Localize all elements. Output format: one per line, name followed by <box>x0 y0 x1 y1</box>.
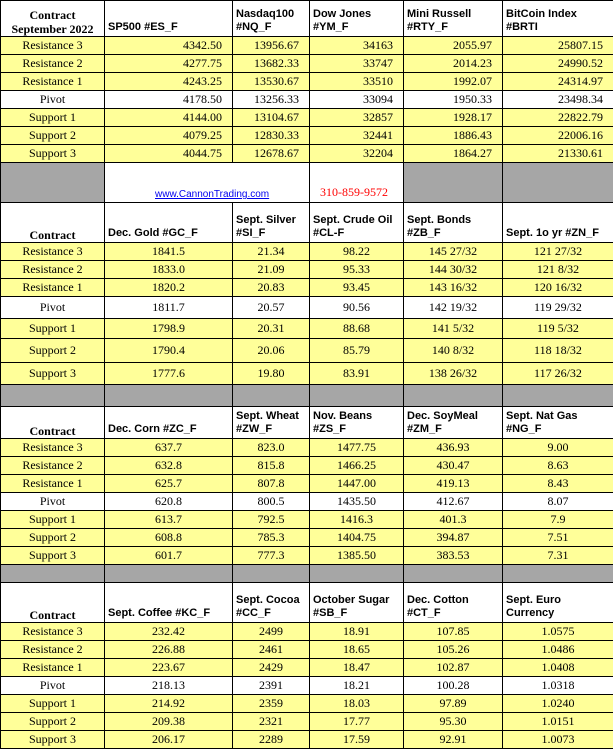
section-separator <box>1 163 613 203</box>
contract-label: Contract <box>29 8 76 22</box>
level-value: 83.91 <box>310 363 404 385</box>
level-value: 18.47 <box>310 659 404 677</box>
column-header <box>105 407 233 439</box>
contract-header-cell <box>1 203 105 243</box>
level-value: 1992.07 <box>404 73 503 91</box>
level-value: 1798.9 <box>105 319 233 339</box>
column-header <box>404 203 503 243</box>
separator-cell <box>503 565 613 583</box>
level-value: 20.57 <box>233 297 310 319</box>
separator-cell <box>404 163 503 203</box>
level-value: 2014.23 <box>404 55 503 73</box>
level-value: 34163 <box>310 37 404 55</box>
column-header-label: Dec. SoyMeal #ZM_F <box>407 410 478 435</box>
level-label: Support 3 <box>1 363 105 385</box>
level-value: 12678.67 <box>233 145 310 163</box>
column-header-label: Sept. Euro Currency <box>506 594 562 619</box>
column-header-label: October Sugar #SB_F <box>313 594 390 619</box>
level-label: Support 2 <box>1 713 105 731</box>
level-value: 95.33 <box>310 261 404 279</box>
level-value: 613.7 <box>105 511 233 529</box>
level-value: 1950.33 <box>404 91 503 109</box>
level-value: 1477.75 <box>310 439 404 457</box>
level-label: Pivot <box>1 677 105 695</box>
column-header <box>310 407 404 439</box>
level-row <box>1 91 613 109</box>
level-value: 12830.33 <box>233 127 310 145</box>
section-header-row <box>1 1 613 37</box>
level-value: 419.13 <box>404 475 503 493</box>
level-row <box>1 55 613 73</box>
level-value: 9.00 <box>503 439 613 457</box>
level-value: 4243.25 <box>105 73 233 91</box>
level-value: 107.85 <box>404 623 503 641</box>
level-label: Pivot <box>1 91 105 109</box>
phone-number: 310-859-9572 <box>310 163 404 203</box>
column-header <box>233 407 310 439</box>
level-value: 117 26/32 <box>503 363 613 385</box>
level-label: Resistance 1 <box>1 73 105 91</box>
level-label: Resistance 2 <box>1 261 105 279</box>
level-value: 1820.2 <box>105 279 233 297</box>
section-separator <box>1 565 613 583</box>
level-label: Resistance 3 <box>1 439 105 457</box>
column-header <box>503 203 613 243</box>
level-value: 119 5/32 <box>503 319 613 339</box>
level-row <box>1 319 613 339</box>
contract-label: Contract <box>29 424 76 438</box>
level-value: 32204 <box>310 145 404 163</box>
level-value: 2289 <box>233 731 310 749</box>
level-value: 119 29/32 <box>503 297 613 319</box>
level-label: Resistance 3 <box>1 243 105 261</box>
level-value: 1833.0 <box>105 261 233 279</box>
level-value: 141 5/32 <box>404 319 503 339</box>
separator-cell <box>233 385 310 407</box>
level-value: 1864.27 <box>404 145 503 163</box>
level-value: 18.91 <box>310 623 404 641</box>
level-value: 1841.5 <box>105 243 233 261</box>
level-label: Support 3 <box>1 731 105 749</box>
level-value: 19.80 <box>233 363 310 385</box>
level-value: 2461 <box>233 641 310 659</box>
level-value: 8.07 <box>503 493 613 511</box>
level-row <box>1 37 613 55</box>
level-row <box>1 641 613 659</box>
level-value: 90.56 <box>310 297 404 319</box>
column-header <box>105 203 233 243</box>
separator-cell <box>310 385 404 407</box>
column-header-label: Sept. Silver #SI_F <box>236 214 296 239</box>
level-value: 144 30/32 <box>404 261 503 279</box>
level-value: 785.3 <box>233 529 310 547</box>
column-header <box>503 583 613 623</box>
level-label: Resistance 2 <box>1 55 105 73</box>
level-value: 33094 <box>310 91 404 109</box>
level-value: 138 26/32 <box>404 363 503 385</box>
section-header-row <box>1 583 613 623</box>
level-label: Resistance 3 <box>1 623 105 641</box>
level-row <box>1 731 613 749</box>
level-value: 1.0486 <box>503 641 613 659</box>
level-row <box>1 127 613 145</box>
separator-cell <box>1 565 105 583</box>
level-value: 383.53 <box>404 547 503 565</box>
level-value: 412.67 <box>404 493 503 511</box>
level-value: 2391 <box>233 677 310 695</box>
column-header-label: Dec. Cotton #CT_F <box>407 594 469 619</box>
column-header-label: Dec. Gold #GC_F <box>108 227 198 239</box>
level-value: 85.79 <box>310 339 404 363</box>
level-row <box>1 439 613 457</box>
column-header <box>503 407 613 439</box>
level-value: 625.7 <box>105 475 233 493</box>
level-value: 121 8/32 <box>503 261 613 279</box>
column-header <box>310 203 404 243</box>
level-value: 22822.79 <box>503 109 613 127</box>
level-value: 20.06 <box>233 339 310 363</box>
level-row <box>1 261 613 279</box>
level-row <box>1 457 613 475</box>
separator-cell <box>503 163 613 203</box>
level-value: 1447.00 <box>310 475 404 493</box>
level-row <box>1 145 613 163</box>
column-header <box>404 1 503 37</box>
column-header-label: BitCoin Index #BRTI <box>506 8 577 33</box>
level-value: 1404.75 <box>310 529 404 547</box>
level-value: 22006.16 <box>503 127 613 145</box>
level-value: 209.38 <box>105 713 233 731</box>
level-label: Resistance 1 <box>1 475 105 493</box>
level-value: 1435.50 <box>310 493 404 511</box>
column-header-label: Sept. 1o yr #ZN_F <box>506 227 599 239</box>
level-value: 142 19/32 <box>404 297 503 319</box>
level-value: 20.31 <box>233 319 310 339</box>
level-value: 2055.97 <box>404 37 503 55</box>
level-label: Support 2 <box>1 339 105 363</box>
separator-cell <box>404 565 503 583</box>
level-value: 25807.15 <box>503 37 613 55</box>
level-row <box>1 547 613 565</box>
level-label: Resistance 1 <box>1 659 105 677</box>
level-value: 18.65 <box>310 641 404 659</box>
level-row <box>1 659 613 677</box>
level-value: 206.17 <box>105 731 233 749</box>
level-value: 93.45 <box>310 279 404 297</box>
level-value: 2359 <box>233 695 310 713</box>
level-value: 88.68 <box>310 319 404 339</box>
level-value: 232.42 <box>105 623 233 641</box>
level-row <box>1 493 613 511</box>
column-header-label: Mini Russell #RTY_F <box>407 8 472 33</box>
column-header-label: Sept. Cocoa #CC_F <box>236 594 300 619</box>
level-value: 401.3 <box>404 511 503 529</box>
contract-label: Contract <box>29 228 76 242</box>
column-header <box>105 583 233 623</box>
separator-cell <box>1 163 105 203</box>
level-value: 218.13 <box>105 677 233 695</box>
separator-cell <box>1 385 105 407</box>
separator-cell <box>503 385 613 407</box>
level-value: 792.5 <box>233 511 310 529</box>
level-label: Support 3 <box>1 547 105 565</box>
level-value: 601.7 <box>105 547 233 565</box>
level-value: 430.47 <box>404 457 503 475</box>
column-header-label: Sept. Wheat #ZW_F <box>236 410 299 435</box>
level-row <box>1 713 613 731</box>
separator-cell <box>105 385 233 407</box>
level-value: 4342.50 <box>105 37 233 55</box>
level-value: 18.21 <box>310 677 404 695</box>
level-value: 823.0 <box>233 439 310 457</box>
level-value: 143 16/32 <box>404 279 503 297</box>
column-header <box>503 1 613 37</box>
level-value: 1.0575 <box>503 623 613 641</box>
level-value: 632.8 <box>105 457 233 475</box>
level-value: 24990.52 <box>503 55 613 73</box>
level-value: 2429 <box>233 659 310 677</box>
level-value: 1385.50 <box>310 547 404 565</box>
level-value: 120 16/32 <box>503 279 613 297</box>
level-value: 807.8 <box>233 475 310 493</box>
level-value: 102.87 <box>404 659 503 677</box>
column-header <box>233 583 310 623</box>
level-value: 214.92 <box>105 695 233 713</box>
level-value: 637.7 <box>105 439 233 457</box>
column-header-label: Nov. Beans #ZS_F <box>313 410 373 435</box>
level-value: 2499 <box>233 623 310 641</box>
level-value: 226.88 <box>105 641 233 659</box>
level-value: 23498.34 <box>503 91 613 109</box>
level-row <box>1 339 613 363</box>
level-value: 800.5 <box>233 493 310 511</box>
level-row <box>1 279 613 297</box>
level-value: 13256.33 <box>233 91 310 109</box>
level-value: 118 18/32 <box>503 339 613 363</box>
section-header-row <box>1 203 613 243</box>
level-label: Support 2 <box>1 127 105 145</box>
column-header-label: Nasdaq100 #NQ_F <box>236 8 295 33</box>
contract-header-cell <box>1 1 105 37</box>
level-row <box>1 529 613 547</box>
level-row <box>1 109 613 127</box>
contract-header-cell <box>1 583 105 623</box>
level-value: 2321 <box>233 713 310 731</box>
level-value: 13104.67 <box>233 109 310 127</box>
level-value: 145 27/32 <box>404 243 503 261</box>
level-value: 1928.17 <box>404 109 503 127</box>
level-value: 21.09 <box>233 261 310 279</box>
column-header <box>404 583 503 623</box>
level-value: 1.0073 <box>503 731 613 749</box>
level-value: 95.30 <box>404 713 503 731</box>
level-label: Resistance 2 <box>1 641 105 659</box>
level-row <box>1 297 613 319</box>
level-value: 1.0318 <box>503 677 613 695</box>
level-row <box>1 511 613 529</box>
level-value: 8.43 <box>503 475 613 493</box>
level-value: 100.28 <box>404 677 503 695</box>
level-value: 20.83 <box>233 279 310 297</box>
level-value: 7.31 <box>503 547 613 565</box>
level-value: 1811.7 <box>105 297 233 319</box>
level-label: Pivot <box>1 297 105 319</box>
level-value: 815.8 <box>233 457 310 475</box>
column-header-label: Dec. Corn #ZC_F <box>108 423 197 435</box>
level-value: 13956.67 <box>233 37 310 55</box>
level-value: 140 8/32 <box>404 339 503 363</box>
level-label: Support 1 <box>1 695 105 713</box>
contract-label: Contract <box>29 608 76 622</box>
level-value: 4044.75 <box>105 145 233 163</box>
level-value: 1416.3 <box>310 511 404 529</box>
level-row <box>1 677 613 695</box>
level-label: Resistance 2 <box>1 457 105 475</box>
level-value: 620.8 <box>105 493 233 511</box>
column-header-label: Sept. Crude Oil #CL-F <box>313 214 393 239</box>
level-value: 92.91 <box>404 731 503 749</box>
level-label: Support 1 <box>1 109 105 127</box>
column-header <box>310 583 404 623</box>
column-header-label: Sept. Coffee #KC_F <box>108 607 211 619</box>
level-row <box>1 695 613 713</box>
level-label: Pivot <box>1 493 105 511</box>
level-row <box>1 623 613 641</box>
level-value: 121 27/32 <box>503 243 613 261</box>
level-value: 1.0240 <box>503 695 613 713</box>
contract-month-label: September 2022 <box>11 22 94 36</box>
level-label: Support 1 <box>1 511 105 529</box>
level-label: Support 3 <box>1 145 105 163</box>
column-header-label: SP500 #ES_F <box>108 21 178 33</box>
level-value: 223.67 <box>105 659 233 677</box>
level-value: 21330.61 <box>503 145 613 163</box>
level-value: 7.51 <box>503 529 613 547</box>
column-header-label: Sept. Bonds #ZB_F <box>407 214 472 239</box>
level-label: Support 1 <box>1 319 105 339</box>
level-row <box>1 475 613 493</box>
level-value: 32441 <box>310 127 404 145</box>
level-value: 4144.00 <box>105 109 233 127</box>
level-value: 1790.4 <box>105 339 233 363</box>
separator-cell <box>105 565 233 583</box>
level-value: 394.87 <box>404 529 503 547</box>
level-value: 13530.67 <box>233 73 310 91</box>
column-header-label: Dow Jones #YM_F <box>313 8 372 33</box>
separator-cell <box>310 565 404 583</box>
column-header-label: Sept. Nat Gas #NG_F <box>506 410 578 435</box>
column-header <box>105 1 233 37</box>
level-value: 4277.75 <box>105 55 233 73</box>
separator-cell <box>404 385 503 407</box>
level-value: 777.3 <box>233 547 310 565</box>
level-label: Support 2 <box>1 529 105 547</box>
section-header-row <box>1 407 613 439</box>
level-label: Resistance 1 <box>1 279 105 297</box>
level-label: Resistance 3 <box>1 37 105 55</box>
level-value: 18.03 <box>310 695 404 713</box>
website-link[interactable]: www.CannonTrading.com <box>105 163 310 203</box>
level-value: 4178.50 <box>105 91 233 109</box>
level-value: 17.59 <box>310 731 404 749</box>
level-value: 7.9 <box>503 511 613 529</box>
level-value: 608.8 <box>105 529 233 547</box>
level-value: 1.0408 <box>503 659 613 677</box>
contract-header-cell <box>1 407 105 439</box>
level-value: 13682.33 <box>233 55 310 73</box>
section-separator <box>1 385 613 407</box>
level-value: 97.89 <box>404 695 503 713</box>
level-row <box>1 363 613 385</box>
column-header <box>233 1 310 37</box>
level-value: 1886.43 <box>404 127 503 145</box>
column-header <box>310 1 404 37</box>
column-header <box>233 203 310 243</box>
column-header <box>404 407 503 439</box>
level-value: 436.93 <box>404 439 503 457</box>
level-value: 1777.6 <box>105 363 233 385</box>
level-value: 33510 <box>310 73 404 91</box>
level-value: 1.0151 <box>503 713 613 731</box>
level-row <box>1 73 613 91</box>
level-value: 98.22 <box>310 243 404 261</box>
level-value: 4079.25 <box>105 127 233 145</box>
level-value: 17.77 <box>310 713 404 731</box>
level-row <box>1 243 613 261</box>
level-value: 33747 <box>310 55 404 73</box>
level-value: 8.63 <box>503 457 613 475</box>
separator-cell <box>233 565 310 583</box>
level-value: 32857 <box>310 109 404 127</box>
level-value: 24314.97 <box>503 73 613 91</box>
level-value: 21.34 <box>233 243 310 261</box>
level-value: 105.26 <box>404 641 503 659</box>
level-value: 1466.25 <box>310 457 404 475</box>
